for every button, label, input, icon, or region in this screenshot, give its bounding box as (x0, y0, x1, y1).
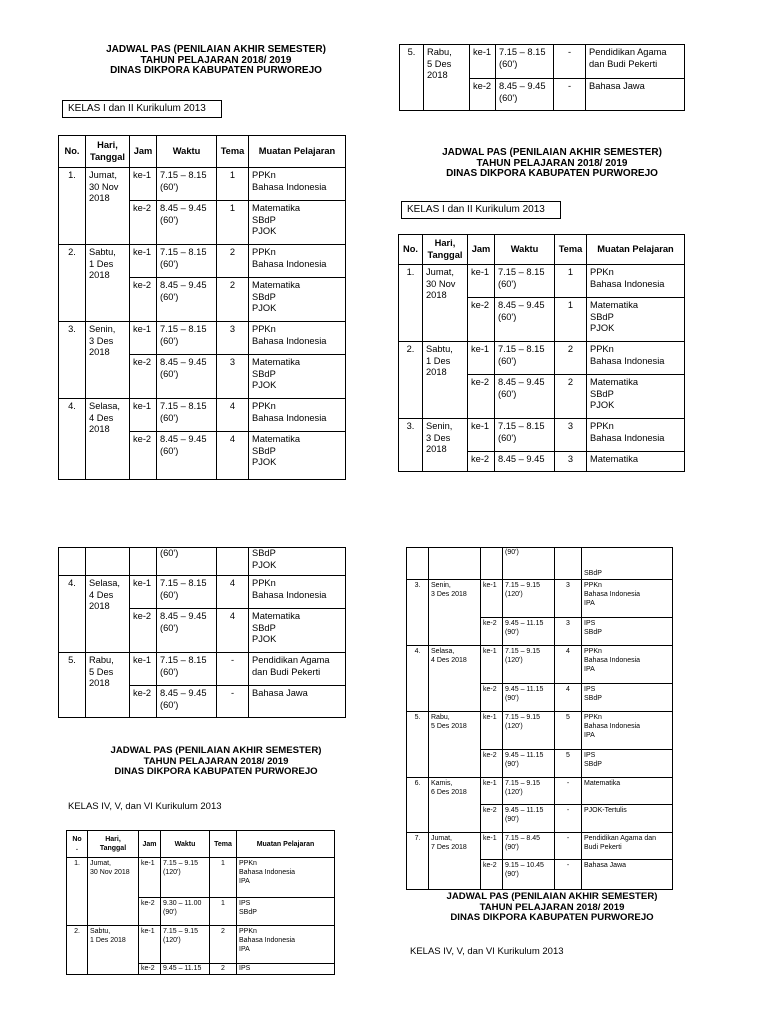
col-header-jam: Jam (130, 136, 157, 168)
session: ke-1 (130, 399, 157, 432)
subjects: PPKn Bahasa Indonesia (249, 168, 346, 201)
subjects: PPKn Bahasa Indonesia (587, 265, 685, 298)
theme: - (555, 833, 582, 860)
subjects: PPKn Bahasa Indonesia IPA (237, 858, 335, 898)
time: 8.45 – 9.45 (60') (157, 686, 217, 718)
day-date: Selasa, 4 Des 2018 (429, 646, 481, 712)
session: ke-1 (481, 712, 503, 750)
subjects: Matematika SBdP PJOK (587, 375, 685, 419)
col-header-tema: Tema (210, 831, 237, 858)
time: 7.15 – 8.45 (90') (503, 833, 555, 860)
session: ke-2 (470, 79, 496, 111)
day-date: Selasa, 4 Des 2018 (86, 399, 130, 480)
subjects: PPKn Bahasa Indonesia IPA (582, 580, 673, 618)
session: ke-1 (139, 858, 161, 898)
theme: 1 (555, 265, 587, 298)
subjects: PJOK-Tertulis (582, 805, 673, 833)
subjects: Matematika SBdP PJOK (249, 432, 346, 480)
subjects: Bahasa Jawa (249, 686, 346, 718)
day-date: Rabu, 5 Des 2018 (424, 45, 470, 111)
class-label-box (401, 201, 561, 219)
heading-office: DINAS DIKPORA KABUPATEN PURWOREJO (450, 912, 654, 923)
subjects: PPKn Bahasa Indonesia (587, 342, 685, 375)
schedule-table-continued (406, 547, 673, 890)
day-number: 3. (407, 580, 429, 646)
time: 7.15 – 9.15 (120') (161, 858, 210, 898)
subjects: Pendidikan Agama dan Budi Pekerti (586, 45, 685, 79)
theme: 4 (217, 609, 249, 653)
session: ke-2 (130, 355, 157, 399)
time: 7.15 – 8.15 (60') (495, 265, 555, 298)
day-number: 2. (67, 926, 88, 975)
day-number: 5. (407, 712, 429, 778)
session: ke-1 (139, 926, 161, 964)
subjects: PPKn Bahasa Indonesia IPA (582, 646, 673, 684)
table-row (67, 858, 335, 898)
table-row (407, 833, 673, 860)
time: 7.15 – 9.15 (120') (503, 712, 555, 750)
table-header-row (59, 136, 346, 168)
theme: 2 (555, 375, 587, 419)
schedule-heading (96, 746, 336, 778)
col-header-day: Hari, Tanggal (86, 136, 130, 168)
subjects: Bahasa Jawa (582, 860, 673, 890)
time: (90') (503, 548, 555, 580)
day-number: 2. (399, 342, 423, 419)
session: ke-1 (130, 653, 157, 686)
day-number: 6. (407, 778, 429, 833)
day-date: Sabtu, 1 Des 2018 (88, 926, 139, 975)
theme: - (554, 45, 586, 79)
subjects: Pendidikan Agama dan Budi Pekerti (249, 653, 346, 686)
session: ke-2 (468, 375, 495, 419)
col-header-waktu: Waktu (495, 235, 555, 265)
session: ke-1 (481, 646, 503, 684)
col-header-waktu: Waktu (157, 136, 217, 168)
day-date: Jumat, 30 Nov 2018 (423, 265, 468, 342)
time: 9.45 – 11.15 (90') (503, 805, 555, 833)
subjects: Matematika SBdP PJOK (249, 355, 346, 399)
theme: 2 (217, 278, 249, 322)
table-header-row (67, 831, 335, 858)
day-number: 1. (59, 168, 86, 245)
session: ke-1 (130, 576, 157, 609)
class-label: KELAS I dan II Kurikulum 2013 (407, 204, 545, 215)
time: 7.15 – 9.15 (120') (161, 926, 210, 964)
time: 9.30 – 11.00 (90') (161, 898, 210, 926)
schedule-table (66, 830, 335, 975)
day-date: Sabtu, 1 Des 2018 (423, 342, 468, 419)
theme: 1 (210, 858, 237, 898)
subjects: Matematika SBdP PJOK (249, 609, 346, 653)
heading-year: TAHUN PELAJARAN 2018/ 2019 (476, 157, 628, 169)
heading-title: JADWAL PAS (PENILAIAN AKHIR SEMESTER) (446, 891, 658, 902)
subjects: IPS SBdP (582, 684, 673, 712)
time: 8.45 – 9.45 (495, 452, 555, 472)
time: 9.45 – 11.15 (90') (503, 618, 555, 646)
time: 7.15 – 9.15 (120') (503, 646, 555, 684)
day-date (429, 548, 481, 580)
table-row (407, 646, 673, 684)
time: 7.15 – 8.15 (60') (495, 342, 555, 375)
day-date: Senin, 3 Des 2018 (429, 580, 481, 646)
heading-title: JADWAL PAS (PENILAIAN AKHIR SEMESTER) (106, 44, 326, 55)
time: 7.15 – 8.15 (60') (157, 168, 217, 201)
session: ke-1 (470, 45, 496, 79)
time: 8.45 – 9.45 (60') (495, 375, 555, 419)
time: 9.15 – 10.45 (90') (503, 860, 555, 890)
day-number: 2. (59, 245, 86, 322)
time: 9.45 – 11.15 (161, 964, 210, 975)
session: ke-2 (481, 684, 503, 712)
day-date: Kamis, 6 Des 2018 (429, 778, 481, 833)
day-date (86, 548, 130, 576)
time: 8.45 – 9.45 (60') (496, 79, 554, 111)
subjects: Matematika SBdP PJOK (587, 298, 685, 342)
session: ke-1 (481, 778, 503, 805)
day-number: 4. (59, 576, 86, 653)
subjects: Matematika (582, 778, 673, 805)
table-row (407, 580, 673, 618)
session: ke-1 (130, 245, 157, 278)
day-number: 3. (59, 322, 86, 399)
heading-year: TAHUN PELAJARAN 2018/ 2019 (479, 901, 625, 913)
col-header-tema: Tema (217, 136, 249, 168)
theme: 4 (555, 646, 582, 684)
heading-year: TAHUN PELAJARAN 2018/ 2019 (143, 755, 289, 767)
theme (555, 548, 582, 580)
day-date: Senin, 3 Des 2018 (423, 419, 468, 472)
day-date: Sabtu, 1 Des 2018 (86, 245, 130, 322)
session: ke-1 (481, 580, 503, 618)
subjects: Matematika SBdP PJOK (249, 201, 346, 245)
heading-office: DINAS DIKPORA KABUPATEN PURWOREJO (446, 168, 658, 179)
time: 8.45 – 9.45 (60') (157, 432, 217, 480)
schedule-heading (96, 45, 336, 77)
theme: 3 (217, 322, 249, 355)
time: 8.45 – 9.45 (60') (157, 609, 217, 653)
col-header-no: No . (67, 831, 88, 858)
day-number: 5. (59, 653, 86, 718)
session: ke-2 (139, 964, 161, 975)
session: ke-2 (130, 201, 157, 245)
col-header-waktu: Waktu (161, 831, 210, 858)
theme: - (217, 653, 249, 686)
theme: 4 (217, 576, 249, 609)
day-number (407, 548, 429, 580)
table-row (59, 576, 346, 609)
class-label: KELAS I dan II Kurikulum 2013 (68, 103, 206, 114)
table-row (59, 322, 346, 355)
day-date: Jumat, 30 Nov 2018 (88, 858, 139, 926)
schedule-heading (432, 892, 672, 924)
heading-office: DINAS DIKPORA KABUPATEN PURWOREJO (110, 65, 322, 76)
table-row (59, 168, 346, 201)
col-header-subject: Muatan Pelajaran (587, 235, 685, 265)
col-header-tema: Tema (555, 235, 587, 265)
session: ke-1 (468, 265, 495, 298)
class-label: KELAS IV, V, dan VI Kurikulum 2013 (410, 946, 564, 957)
day-number: 1. (67, 858, 88, 926)
theme (217, 548, 249, 576)
day-number: 7. (407, 833, 429, 890)
session (130, 548, 157, 576)
day-date: Senin, 3 Des 2018 (86, 322, 130, 399)
subjects: PPKn Bahasa Indonesia (249, 322, 346, 355)
time: 7.15 – 8.15 (60') (157, 653, 217, 686)
theme: - (554, 79, 586, 111)
session: ke-2 (130, 686, 157, 718)
subjects: PPKn Bahasa Indonesia IPA (582, 712, 673, 750)
time: 8.45 – 9.45 (60') (157, 278, 217, 322)
theme: 3 (217, 355, 249, 399)
time: 7.15 – 9.15 (120') (503, 778, 555, 805)
theme: 4 (217, 432, 249, 480)
table-row (407, 778, 673, 805)
theme: 2 (210, 926, 237, 964)
session: ke-2 (468, 298, 495, 342)
day-number: 4. (59, 399, 86, 480)
table-row (407, 548, 673, 580)
session: ke-2 (130, 609, 157, 653)
time: 7.15 – 8.15 (60') (157, 576, 217, 609)
table-row (399, 342, 685, 375)
heading-title: JADWAL PAS (PENILAIAN AKHIR SEMESTER) (442, 147, 662, 158)
schedule-table (398, 234, 685, 472)
table-row (400, 45, 685, 79)
theme: - (217, 686, 249, 718)
time: 7.15 – 8.15 (60') (496, 45, 554, 79)
theme: 3 (555, 580, 582, 618)
day-date: Jumat, 30 Nov 2018 (86, 168, 130, 245)
table-row (399, 265, 685, 298)
theme: - (555, 805, 582, 833)
schedule-table-continued (399, 44, 685, 111)
subjects: Pendidikan Agama dan Budi Pekerti (582, 833, 673, 860)
theme: 5 (555, 712, 582, 750)
day-date: Rabu, 5 Des 2018 (86, 653, 130, 718)
subjects: Matematika SBdP PJOK (249, 278, 346, 322)
session: ke-2 (481, 860, 503, 890)
schedule-table-continued (58, 547, 346, 718)
time: 7.15 – 8.15 (60') (157, 322, 217, 355)
table-header-row (399, 235, 685, 265)
table-row (67, 926, 335, 964)
day-date: Jumat, 7 Des 2018 (429, 833, 481, 890)
session: ke-2 (130, 278, 157, 322)
col-header-subject: Muatan Pelajaran (237, 831, 335, 858)
time: 9.45 – 11.15 (90') (503, 750, 555, 778)
subjects: IPS (237, 964, 335, 975)
day-number: 5. (400, 45, 424, 111)
session: ke-2 (130, 432, 157, 480)
col-header-no: No. (59, 136, 86, 168)
theme: 4 (217, 399, 249, 432)
col-header-no: No. (399, 235, 423, 265)
session: ke-2 (468, 452, 495, 472)
day-date: Selasa, 4 Des 2018 (86, 576, 130, 653)
heading-year: TAHUN PELAJARAN 2018/ 2019 (140, 54, 292, 66)
schedule-heading (432, 148, 672, 180)
session: ke-1 (468, 342, 495, 375)
col-header-jam: Jam (139, 831, 161, 858)
theme: 2 (217, 245, 249, 278)
session: ke-2 (481, 805, 503, 833)
subjects: PPKn Bahasa Indonesia IPA (237, 926, 335, 964)
time: 8.45 – 9.45 (60') (157, 201, 217, 245)
subjects: PPKn Bahasa Indonesia (249, 399, 346, 432)
heading-office: DINAS DIKPORA KABUPATEN PURWOREJO (114, 766, 318, 777)
col-header-day: Hari, Tanggal (88, 831, 139, 858)
schedule-table (58, 135, 346, 480)
subjects: SBdP (582, 548, 673, 580)
time: 7.15 – 8.15 (60') (157, 245, 217, 278)
subjects: PPKn Bahasa Indonesia (249, 245, 346, 278)
theme: 3 (555, 618, 582, 646)
session: ke-2 (481, 750, 503, 778)
theme: 5 (555, 750, 582, 778)
theme: 3 (555, 419, 587, 452)
col-header-day: Hari, Tanggal (423, 235, 468, 265)
session: ke-1 (130, 322, 157, 355)
theme: 3 (555, 452, 587, 472)
time: 8.45 – 9.45 (60') (157, 355, 217, 399)
col-header-subject: Muatan Pelajaran (249, 136, 346, 168)
time: (60') (157, 548, 217, 576)
class-label-box (62, 100, 222, 118)
heading-title: JADWAL PAS (PENILAIAN AKHIR SEMESTER) (110, 745, 322, 756)
session: ke-1 (468, 419, 495, 452)
subjects: Matematika (587, 452, 685, 472)
col-header-jam: Jam (468, 235, 495, 265)
theme: - (555, 860, 582, 890)
day-number: 3. (399, 419, 423, 472)
theme: 2 (210, 964, 237, 975)
theme: 4 (555, 684, 582, 712)
session: ke-1 (481, 833, 503, 860)
table-row (59, 653, 346, 686)
time: 8.45 – 9.45 (60') (495, 298, 555, 342)
subjects: IPS SBdP (582, 750, 673, 778)
table-row (59, 399, 346, 432)
subjects: PPKn Bahasa Indonesia (587, 419, 685, 452)
table-row (59, 548, 346, 576)
day-date: Rabu, 5 Des 2018 (429, 712, 481, 778)
theme: 1 (217, 201, 249, 245)
theme: 1 (555, 298, 587, 342)
subjects: Bahasa Jawa (586, 79, 685, 111)
session: ke-2 (481, 618, 503, 646)
theme: 2 (555, 342, 587, 375)
time: 7.15 – 8.15 (60') (157, 399, 217, 432)
class-label: KELAS IV, V, dan VI Kurikulum 2013 (68, 801, 222, 812)
theme: 1 (217, 168, 249, 201)
session: ke-1 (130, 168, 157, 201)
day-number (59, 548, 86, 576)
time: 7.15 – 9.15 (120') (503, 580, 555, 618)
subjects: IPS SBdP (237, 898, 335, 926)
table-row (399, 419, 685, 452)
day-number: 1. (399, 265, 423, 342)
subjects: PPKn Bahasa Indonesia (249, 576, 346, 609)
table-row (59, 245, 346, 278)
day-number: 4. (407, 646, 429, 712)
time: 7.15 – 8.15 (60') (495, 419, 555, 452)
subjects: IPS SBdP (582, 618, 673, 646)
session (481, 548, 503, 580)
time: 9.45 – 11.15 (90') (503, 684, 555, 712)
table-row (407, 712, 673, 750)
subjects: SBdP PJOK (249, 548, 346, 576)
theme: - (555, 778, 582, 805)
theme: 1 (210, 898, 237, 926)
session: ke-2 (139, 898, 161, 926)
